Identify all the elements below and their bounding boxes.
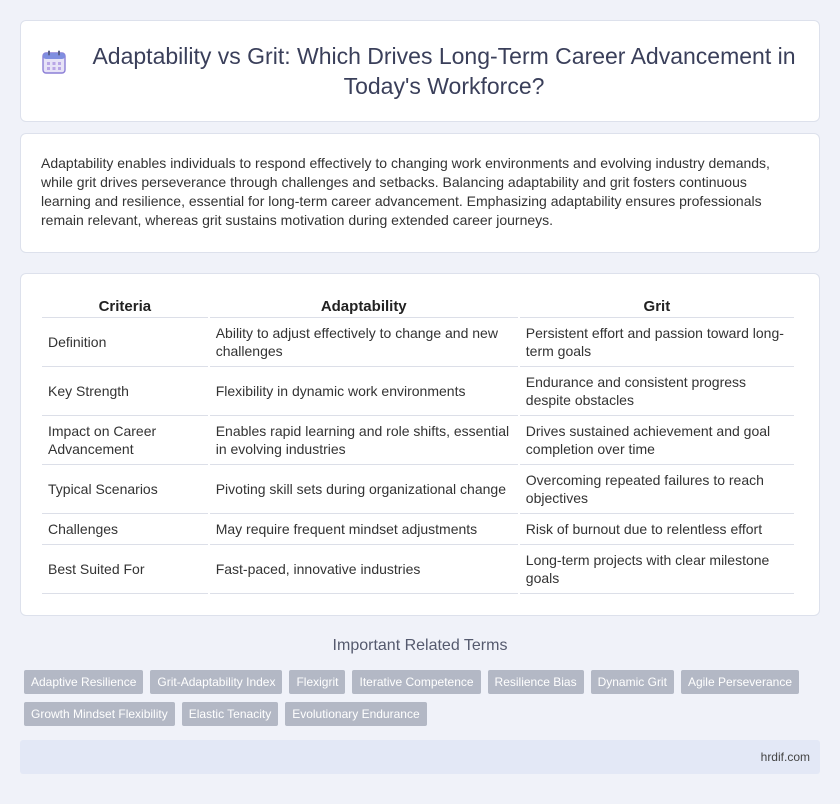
tag-adaptive-resilience[interactable]: Adaptive Resilience (24, 670, 143, 694)
footer-site-link[interactable]: hrdif.com (760, 750, 810, 764)
table-row (42, 367, 794, 416)
intro-card (20, 133, 820, 253)
table-row (42, 514, 794, 545)
table-cell: May require frequent mindset adjustments (210, 514, 518, 545)
table-cell: Drives sustained achievement and goal completion over time (520, 416, 794, 465)
tag-agile-perseverance[interactable]: Agile Perseverance (681, 670, 799, 694)
table-cell: Best Suited For (42, 545, 208, 594)
table-cell: Definition (42, 318, 208, 367)
table-cell: Risk of burnout due to relentless effort (520, 514, 794, 545)
tag-iterative-competence[interactable]: Iterative Competence (352, 670, 480, 694)
table-cell: Enables rapid learning and role shifts, essential in evolving industries (210, 416, 518, 465)
table-cell: Typical Scenarios (42, 465, 208, 514)
related-terms-title: Important Related Terms (332, 637, 508, 654)
table-row (42, 465, 794, 514)
tag-dynamic-grit[interactable]: Dynamic Grit (591, 670, 674, 694)
related-terms-list (24, 670, 816, 726)
table-row (42, 416, 794, 465)
table-cell: Ability to adjust effectively to change and new challenges (210, 318, 518, 367)
comparison-card (20, 273, 820, 616)
intro-paragraph: Adaptability enables individuals to respond effectively to changing work environments and evolving industry demands, while grit drives perseverance through challenges and setbacks. Balancing adaptability and grit fosters continuous learning and resilience, essential for long-term career advancement. Emphasizing adaptability ensures professionals remain relevant, whereas grit sustains motivation during extended career journeys. (41, 155, 770, 228)
table-row (42, 318, 794, 367)
table-cell: Fast-paced, innovative industries (210, 545, 518, 594)
table-cell: Long-term projects with clear milestone goals (520, 545, 794, 594)
table-header-row (42, 294, 794, 318)
table-row (42, 545, 794, 594)
column-header-criteria: Criteria (42, 294, 208, 318)
table-cell: Key Strength (42, 367, 208, 416)
table-cell: Flexibility in dynamic work environments (210, 367, 518, 416)
table-cell: Endurance and consistent progress despite obstacles (520, 367, 794, 416)
column-header-grit: Grit (520, 294, 794, 318)
tag-flexigrit[interactable]: Flexigrit (289, 670, 345, 694)
tag-resilience-bias[interactable]: Resilience Bias (488, 670, 584, 694)
tag-growth-mindset-flexibility[interactable]: Growth Mindset Flexibility (24, 702, 175, 726)
table-cell: Impact on Career Advancement (42, 416, 208, 465)
table-cell: Pivoting skill sets during organizational change (210, 465, 518, 514)
page-title: Adaptability vs Grit: Which Drives Long-Term Career Advancement in Today's Workforce? (92, 43, 796, 99)
table-cell: Overcoming repeated failures to reach objectives (520, 465, 794, 514)
footer (20, 740, 820, 774)
table-cell: Challenges (42, 514, 208, 545)
calendar-icon (41, 62, 89, 80)
table-cell: Persistent effort and passion toward long-term goals (520, 318, 794, 367)
tag-elastic-tenacity[interactable]: Elastic Tenacity (182, 702, 278, 726)
title-card (20, 20, 820, 122)
tag-grit-adaptability-index[interactable]: Grit-Adaptability Index (150, 670, 282, 694)
comparison-table (40, 294, 796, 594)
tag-evolutionary-endurance[interactable]: Evolutionary Endurance (285, 702, 426, 726)
column-header-adaptability: Adaptability (210, 294, 518, 318)
